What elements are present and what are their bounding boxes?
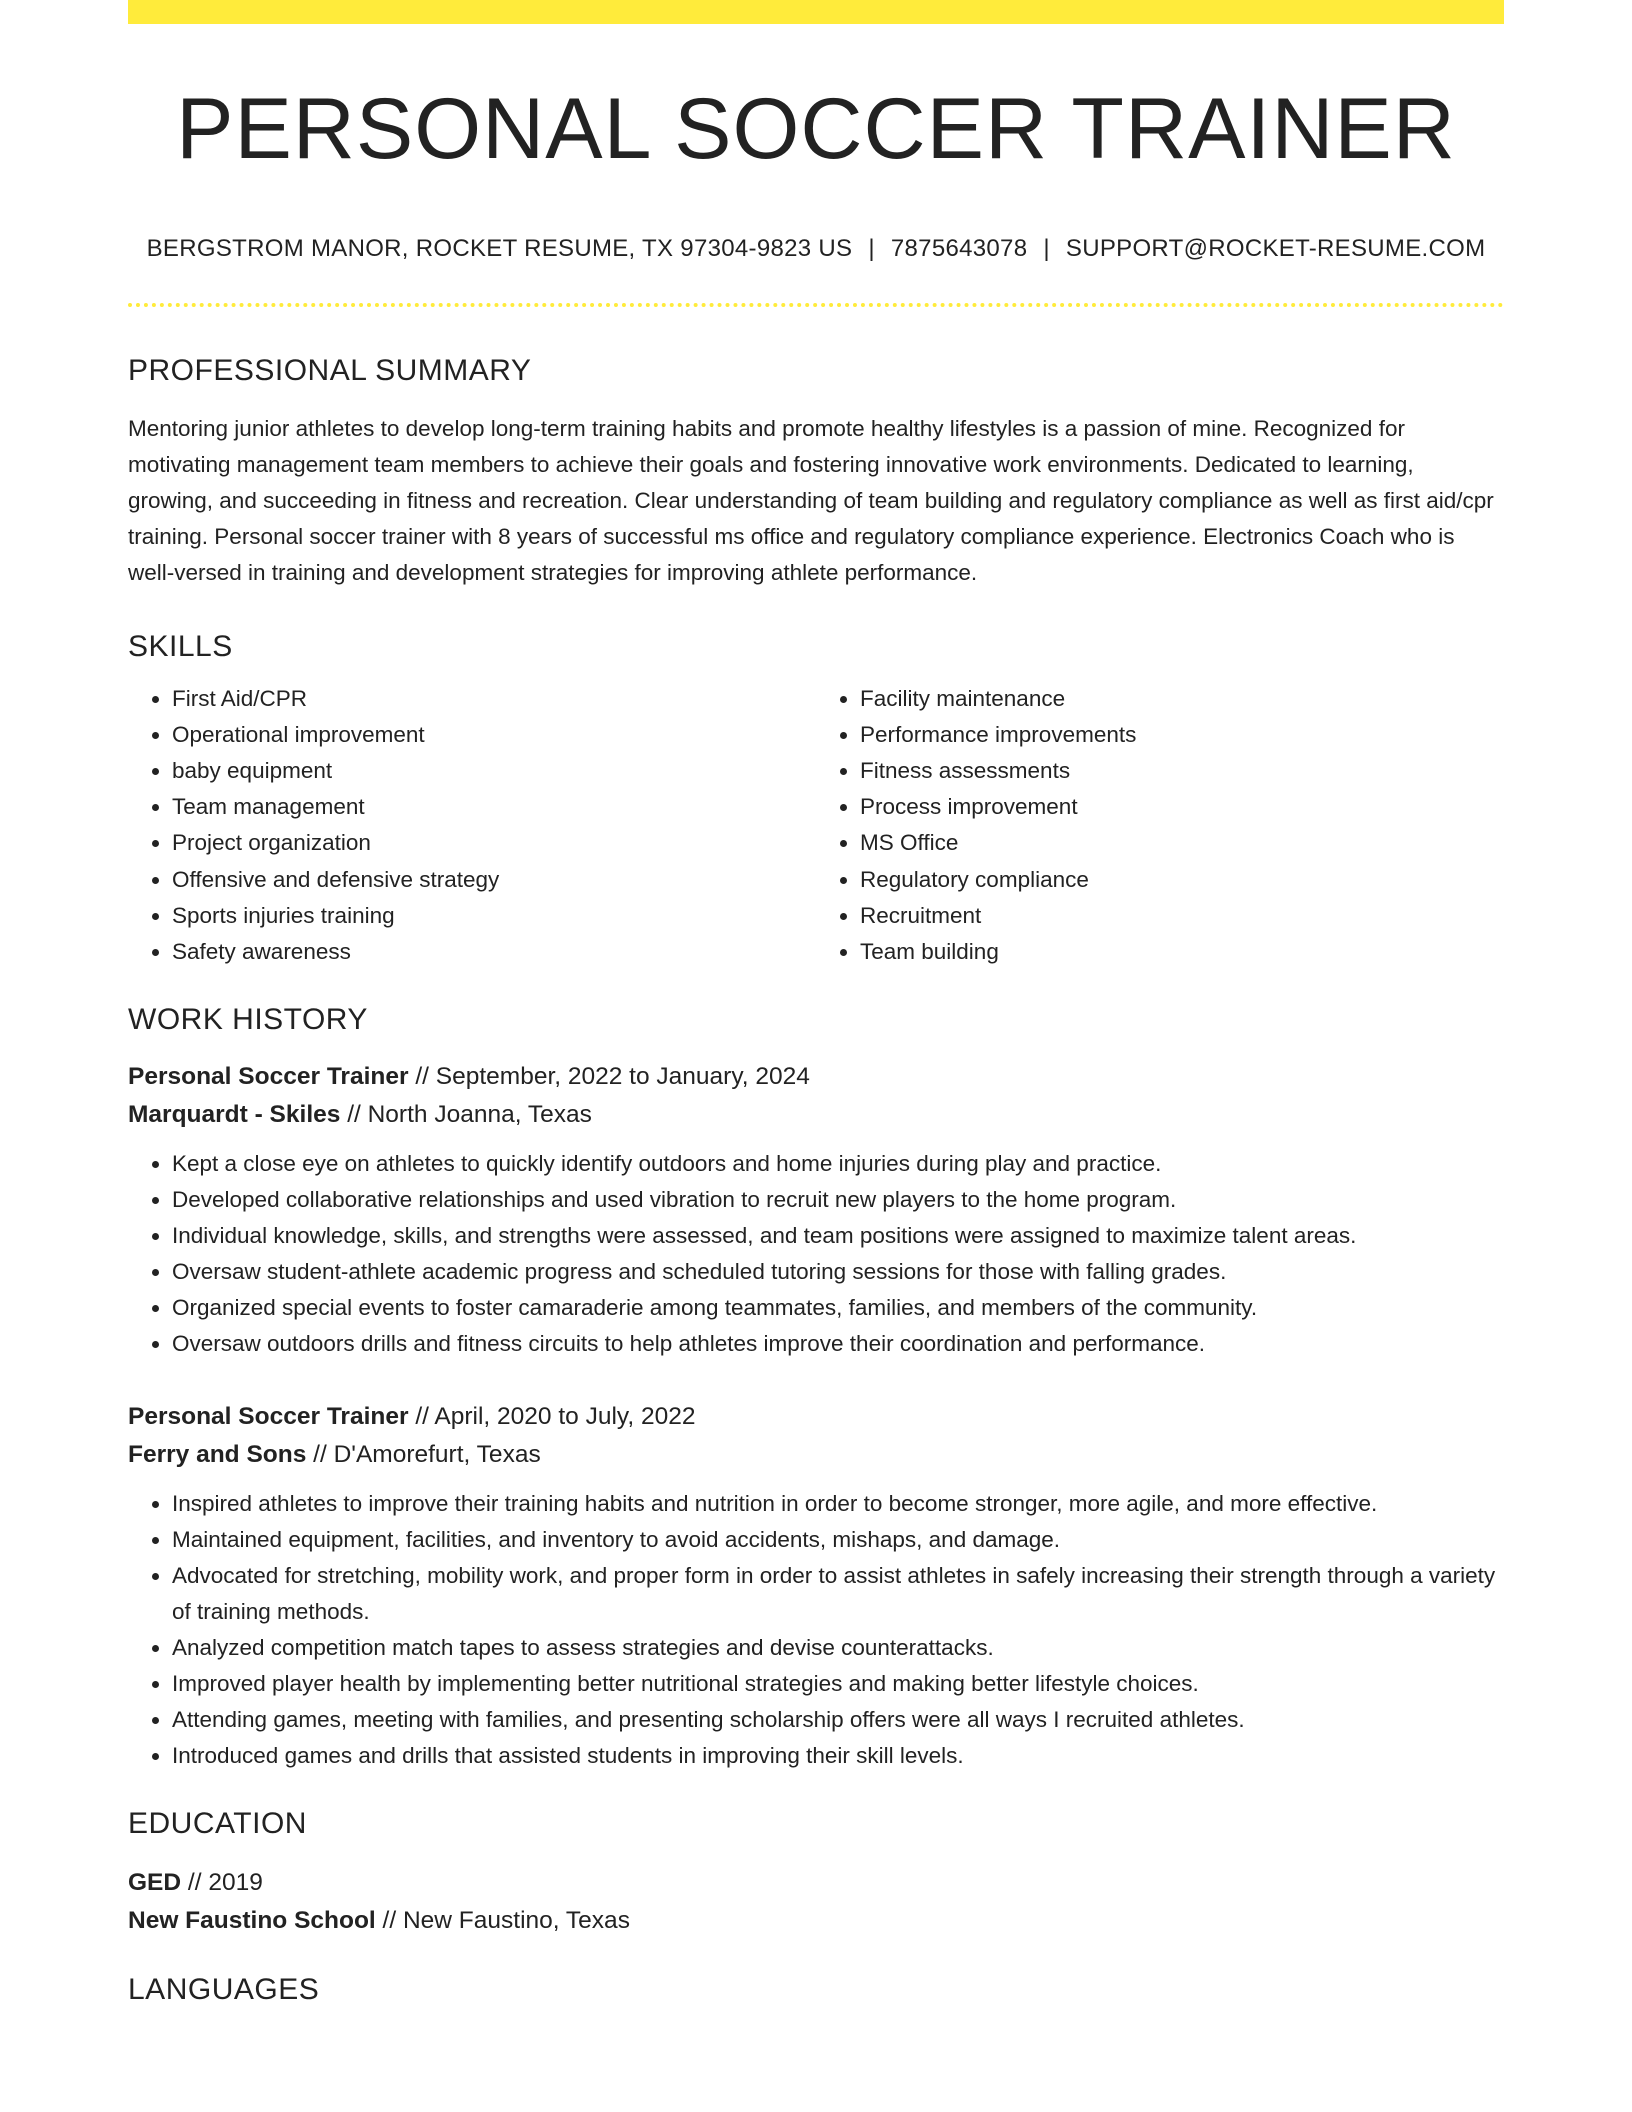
- job-bullet: • Analyzed competition match tapes to assess strategies and devise counterattacks.: [172, 1630, 1504, 1666]
- dotted-divider: [128, 303, 1504, 307]
- summary-heading: PROFESSIONAL SUMMARY: [128, 353, 532, 387]
- skill-item: • Team building: [860, 934, 1504, 970]
- languages-heading: LANGUAGES: [128, 1973, 320, 2007]
- skill-item: • Fitness assessments: [860, 753, 1504, 789]
- job-bullet: • Developed collaborative relationships and used vibration to recruit new players to the home program.: [172, 1182, 1504, 1218]
- skills-column-left: [128, 681, 816, 971]
- top-accent-bar: [128, 0, 1504, 24]
- education-school: New Faustino School: [128, 1907, 376, 1935]
- job-bullet: • Advocated for stretching, mobility work, and proper form in order to assist athletes in safely increasing their strength through a variety of training methods.: [172, 1558, 1504, 1630]
- skill-item: • Sports injuries training: [172, 898, 816, 934]
- contact-phone: 7875643078: [890, 234, 1028, 262]
- resume-page: [128, 0, 1504, 2008]
- job-company: Ferry and Sons: [128, 1441, 307, 1469]
- skills-heading: SKILLS: [128, 629, 233, 663]
- education-degree-line: [128, 1864, 1504, 1902]
- job-role-line: [128, 1058, 1504, 1096]
- skills-list: [128, 681, 1504, 971]
- job-dates: // April, 2020 to July, 2022: [408, 1403, 696, 1431]
- job-role-line: [128, 1398, 1504, 1436]
- skill-item: • First Aid/CPR: [172, 681, 816, 717]
- job-bullet: • Organized special events to foster camaraderie among teammates, families, and members of the community.: [172, 1290, 1504, 1326]
- job-role: Personal Soccer Trainer: [128, 1403, 409, 1431]
- job-company: Marquardt - Skiles: [128, 1101, 341, 1129]
- work-history-heading: WORK HISTORY: [128, 1003, 368, 1037]
- job-bullet: • Introduced games and drills that assisted students in improving their skill levels.: [172, 1738, 1504, 1774]
- skill-item: • Operational improvement: [172, 717, 816, 753]
- skill-item: • Team management: [172, 789, 816, 825]
- skill-item: • Process improvement: [860, 789, 1504, 825]
- education-heading: EDUCATION: [128, 1807, 307, 1841]
- skill-item: • Project organization: [172, 825, 816, 861]
- job-bullet: • Inspired athletes to improve their training habits and nutrition in order to become stronger, more agile, and more effective.: [172, 1486, 1504, 1522]
- job-bullet: • Kept a close eye on athletes to quickly identify outdoors and home injuries during play and practice.: [172, 1146, 1504, 1182]
- skill-item: • Recruitment: [860, 898, 1504, 934]
- resume-title: PERSONAL SOCCER TRAINER: [176, 81, 1456, 177]
- skill-item: • Regulatory compliance: [860, 862, 1504, 898]
- education-location: // New Faustino, Texas: [375, 1907, 630, 1935]
- job-bullet: • Attending games, meeting with families, and presenting scholarship offers were all ways I recruited athletes.: [172, 1702, 1504, 1738]
- job-bullet: • Individual knowledge, skills, and strengths were assessed, and team positions were assigned to maximize talent areas.: [172, 1218, 1504, 1254]
- contact-separator: |: [1043, 234, 1050, 262]
- education-degree: GED: [128, 1869, 182, 1897]
- job-bullet: • Improved player health by implementing better nutritional strategies and making better lifestyle choices.: [172, 1666, 1504, 1702]
- skill-item: • Offensive and defensive strategy: [172, 862, 816, 898]
- job-location: // North Joanna, Texas: [340, 1101, 592, 1129]
- job-company-line: [128, 1436, 1504, 1474]
- job-entry: [128, 1058, 1504, 1362]
- job-location: // D'Amorefurt, Texas: [306, 1441, 541, 1469]
- skill-item: • Facility maintenance: [860, 681, 1504, 717]
- job-company-line: [128, 1096, 1504, 1134]
- skill-item: • baby equipment: [172, 753, 816, 789]
- education-entry: [128, 1864, 1504, 1940]
- job-dates: // September, 2022 to January, 2024: [408, 1063, 810, 1091]
- education-year: // 2019: [181, 1869, 263, 1897]
- skills-column-right: [816, 681, 1504, 971]
- job-bullet: • Oversaw outdoors drills and fitness circuits to help athletes improve their coordination and performance.: [172, 1326, 1504, 1362]
- summary-text: Mentoring junior athletes to develop long-term training habits and promote healthy lifestyles is a passion of mine. Recognized for motivating management team members to achieve their goals and fostering innovative work environments. Dedicated to learning, growing, and succeeding in fitness and recreation. Clear understanding of team building and regulatory compliance as well as first aid/cpr training. Personal soccer trainer with 8 years of successful ms office and regulatory compliance experience. Electronics Coach who is well-versed in training and development strategies for improving athlete performance.: [128, 415, 1494, 585]
- job-bullets: [128, 1486, 1504, 1774]
- skill-item: • Safety awareness: [172, 934, 816, 970]
- contact-email: SUPPORT@ROCKET-RESUME.COM: [1065, 234, 1486, 262]
- contact-separator: |: [868, 234, 875, 262]
- contact-line: [128, 235, 1504, 263]
- job-bullet: • Oversaw student-athlete academic progress and scheduled tutoring sessions for those with falling grades.: [172, 1254, 1504, 1290]
- skill-item: • Performance improvements: [860, 717, 1504, 753]
- skill-item: • MS Office: [860, 825, 1504, 861]
- education-school-line: [128, 1902, 1504, 1940]
- job-entry: [128, 1398, 1504, 1774]
- job-bullets: [128, 1146, 1504, 1362]
- job-bullet: • Maintained equipment, facilities, and inventory to avoid accidents, mishaps, and damage.: [172, 1522, 1504, 1558]
- contact-address: BERGSTROM MANOR, ROCKET RESUME, TX 97304-9823 US: [146, 234, 853, 262]
- job-role: Personal Soccer Trainer: [128, 1063, 409, 1091]
